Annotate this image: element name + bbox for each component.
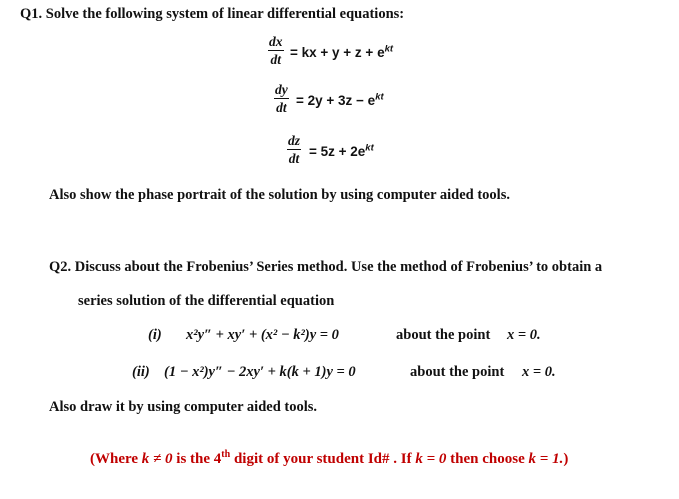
q1-eq1-fraction <box>268 35 284 67</box>
q1-heading: Q1. Solve the following system of linear differential equations: <box>20 6 405 22</box>
q2-footer: Also draw it by using computer aided tools. <box>49 399 318 415</box>
q1-eq2-denominator: dt <box>276 100 287 115</box>
q1-eq1-denominator: dt <box>270 52 281 67</box>
q2-part1-point: x = 0. <box>507 327 541 343</box>
note-text-student-id: digit of your student Id# . If <box>233 451 412 467</box>
q1-eq2-rhs <box>296 93 384 108</box>
q1-footer: Also show the phase portrait of the solution by using computer aided tools. <box>49 187 510 203</box>
q1-eq3-rhs-text: = 5z + 2e <box>309 144 366 159</box>
note-open: (Where <box>90 451 139 467</box>
note-close: ) <box>563 451 569 467</box>
q1-eq1-rhs-text: = kx + y + z + e <box>290 45 385 60</box>
fraction-bar <box>287 149 301 150</box>
q1-eq3-fraction <box>287 134 301 166</box>
q1-eq2-exponent: kt <box>375 91 384 103</box>
note-superscript-th: th <box>221 449 231 460</box>
q1-eq1-exponent: kt <box>384 43 394 55</box>
q2-part2-point: x = 0. <box>522 364 556 380</box>
q2-heading-line2: series solution of the differential equation <box>78 293 335 309</box>
fraction-bar <box>274 98 289 99</box>
q2-part1-label: (i) <box>148 327 162 343</box>
q2-heading: Q2. Discuss about the Frobenius’ Series method. Use the method of Frobenius’ to obtain a <box>49 259 603 275</box>
q1-eq2-rhs-text: = 2y + 3z − e <box>296 93 376 108</box>
note-condition-k-nonzero: k ≠ 0 <box>141 451 173 467</box>
q2-part1-about: about the point <box>396 327 491 343</box>
note-condition-k-zero: k = 0 <box>415 451 447 467</box>
note-text-digit: is the 4 <box>176 451 222 467</box>
fraction-bar <box>268 50 284 51</box>
q1-eq1-numerator: dx <box>269 34 283 49</box>
q2-part2-equation: (1 − x²)y″ − 2xy′ + k(k + 1)y = 0 <box>164 364 356 380</box>
q1-eq3-numerator: dz <box>288 133 301 148</box>
student-id-note <box>90 451 568 468</box>
note-text-choose: then choose <box>450 451 525 467</box>
q2-part2-about: about the point <box>410 364 505 380</box>
note-condition-k-one: k = 1. <box>528 451 564 467</box>
q2-part2-label: (ii) <box>132 364 150 380</box>
q1-eq3-rhs <box>309 144 374 159</box>
q1-eq1-rhs <box>290 45 393 60</box>
q1-eq2-fraction <box>274 83 289 115</box>
q1-eq3-exponent: kt <box>365 142 374 154</box>
q1-eq3-denominator: dt <box>288 151 300 166</box>
q1-eq2-numerator: dy <box>275 82 288 97</box>
q2-part1-equation: x²y″ + xy′ + (x² − k²)y = 0 <box>186 327 339 343</box>
